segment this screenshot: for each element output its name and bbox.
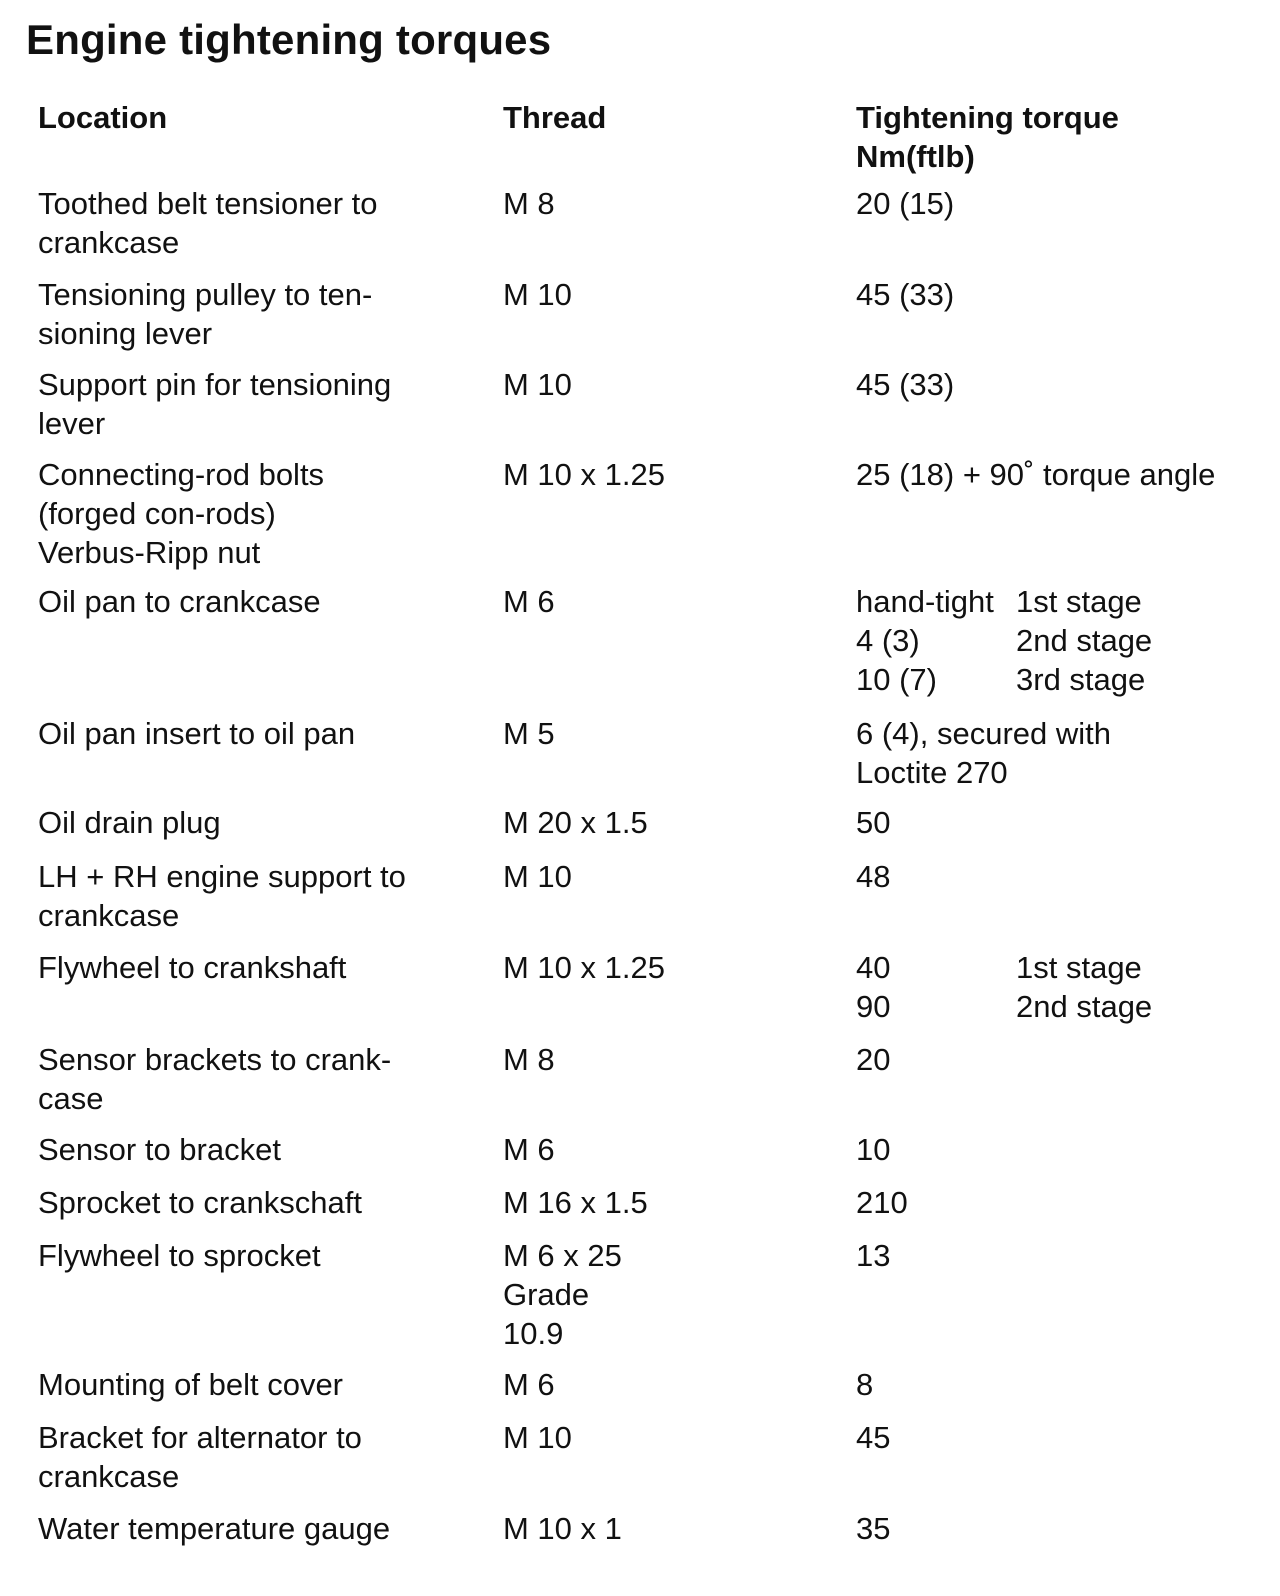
location-text: lever (38, 406, 106, 441)
location-cell (38, 857, 478, 935)
column-header-thread: Thread (503, 100, 607, 135)
torque-stage-value: hand-tight (856, 584, 994, 619)
thread-text: M 8 (503, 186, 555, 221)
torque-text: 25 (18) + 90˚ torque angle (856, 457, 1216, 492)
torque-cell (856, 714, 1276, 792)
location-cell (38, 1236, 478, 1275)
location-cell (38, 1418, 478, 1496)
thread-cell (503, 948, 843, 987)
location-cell (38, 365, 478, 443)
torque-stage-value: 4 (3) (856, 623, 920, 658)
thread-text: M 10 (503, 1420, 572, 1455)
thread-text: M 10 (503, 277, 572, 312)
thread-text: M 6 x 25 (503, 1238, 622, 1273)
location-text: Sensor brackets to crank- (38, 1042, 392, 1077)
torque-stage-label: 2nd stage (1016, 989, 1153, 1024)
location-text: Verbus-Ripp nut (38, 535, 261, 570)
column-header-torque (856, 98, 1276, 176)
column-header-location: Location (38, 100, 168, 135)
thread-text: M 10 x 1.25 (503, 457, 665, 492)
location-text: Connecting-rod bolts (38, 457, 325, 492)
thread-text: M 5 (503, 716, 555, 751)
torque-stage-label: 1st stage (1016, 950, 1142, 985)
torque-cell (856, 582, 1276, 699)
thread-text: M 16 x 1.5 (503, 1185, 648, 1220)
location-text: Tensioning pulley to ten- (38, 277, 373, 312)
torque-stage (856, 987, 1276, 1026)
thread-text: M 10 (503, 859, 572, 894)
torque-text: 45 (33) (856, 277, 955, 312)
torque-stage-value: 40 (856, 950, 891, 985)
thread-text: M 6 (503, 1367, 555, 1402)
location-text: (forged con-rods) (38, 496, 276, 531)
thread-text: 10.9 (503, 1316, 564, 1351)
torque-text: 50 (856, 805, 891, 840)
location-text: Mounting of belt cover (38, 1367, 344, 1402)
thread-cell (503, 455, 843, 494)
page-title: Engine tightening torques (26, 16, 552, 63)
torque-cell (856, 1236, 1276, 1275)
torque-stage-value: 10 (7) (856, 662, 937, 697)
location-cell (38, 275, 478, 353)
thread-text: M 6 (503, 1132, 555, 1167)
location-text: case (38, 1081, 104, 1116)
thread-cell (503, 1418, 843, 1457)
location-cell (38, 1130, 478, 1169)
thread-text: M 10 x 1 (503, 1511, 622, 1546)
location-cell (38, 184, 478, 262)
torque-text: 10 (856, 1132, 891, 1167)
torque-text: 20 (15) (856, 186, 955, 221)
thread-cell (503, 1130, 843, 1169)
torque-stage-label: 1st stage (1016, 584, 1142, 619)
column-header-torque-line2: Nm(ftlb) (856, 139, 975, 174)
thread-text: M 10 (503, 367, 572, 402)
location-text: Flywheel to crankshaft (38, 950, 347, 985)
location-cell (38, 455, 478, 572)
location-text: LH + RH engine support to (38, 859, 406, 894)
torque-cell (856, 455, 1276, 494)
location-text: Sprocket to crankschaft (38, 1185, 362, 1220)
location-text: Oil drain plug (38, 805, 221, 840)
torque-cell (856, 1040, 1276, 1079)
torque-text: 45 (856, 1420, 891, 1455)
thread-cell (503, 857, 843, 896)
torque-cell (856, 1130, 1276, 1169)
torque-text: Loctite 270 (856, 755, 1008, 790)
location-text: crankcase (38, 898, 180, 933)
torque-cell (856, 803, 1276, 842)
location-text: Bracket for alternator to (38, 1420, 362, 1455)
thread-text: Grade (503, 1277, 590, 1312)
torque-cell (856, 1183, 1276, 1222)
location-cell (38, 582, 478, 621)
location-cell (38, 1040, 478, 1118)
thread-cell (503, 184, 843, 223)
torque-text: 35 (856, 1511, 891, 1546)
torque-stage-label: 3rd stage (1016, 662, 1146, 697)
location-text: sioning lever (38, 316, 213, 351)
torque-cell (856, 184, 1276, 223)
location-text: Oil pan insert to oil pan (38, 716, 356, 751)
location-text: Oil pan to crankcase (38, 584, 321, 619)
torque-cell (856, 1418, 1276, 1457)
thread-cell (503, 582, 843, 621)
location-text: Flywheel to sprocket (38, 1238, 321, 1273)
torque-stage-value: 90 (856, 989, 891, 1024)
torque-cell (856, 1365, 1276, 1404)
thread-cell (503, 1236, 843, 1353)
location-text: crankcase (38, 225, 180, 260)
location-cell (38, 714, 478, 753)
location-cell (38, 948, 478, 987)
torque-cell (856, 857, 1276, 896)
thread-cell (503, 275, 843, 314)
torque-cell (856, 275, 1276, 314)
location-text: Sensor to bracket (38, 1132, 281, 1167)
thread-text: M 6 (503, 584, 555, 619)
torque-stage (856, 660, 1276, 699)
location-cell (38, 1183, 478, 1222)
thread-cell (503, 714, 843, 753)
thread-text: M 10 x 1.25 (503, 950, 665, 985)
location-text: Toothed belt tensioner to (38, 186, 378, 221)
location-cell (38, 1509, 478, 1548)
thread-cell (503, 365, 843, 404)
thread-cell (503, 803, 843, 842)
location-cell (38, 1365, 478, 1404)
torque-text: 6 (4), secured with (856, 716, 1111, 751)
torque-text: 45 (33) (856, 367, 955, 402)
torque-text: 48 (856, 859, 891, 894)
torque-text: 20 (856, 1042, 891, 1077)
torque-stage (856, 948, 1276, 987)
location-text: Support pin for tensioning (38, 367, 392, 402)
location-cell (38, 803, 478, 842)
location-text: crankcase (38, 1459, 180, 1494)
thread-text: M 8 (503, 1042, 555, 1077)
thread-cell (503, 1183, 843, 1222)
torque-cell (856, 1509, 1276, 1548)
torque-stage (856, 621, 1276, 660)
torque-text: 210 (856, 1185, 908, 1220)
thread-cell (503, 1040, 843, 1079)
torque-text: 13 (856, 1238, 891, 1273)
thread-cell (503, 1365, 843, 1404)
torque-text: 8 (856, 1367, 874, 1402)
thread-text: M 20 x 1.5 (503, 805, 648, 840)
location-text: Water temperature gauge (38, 1511, 391, 1546)
torque-cell (856, 365, 1276, 404)
column-header-torque-line1: Tightening torque (856, 100, 1119, 135)
thread-cell (503, 1509, 843, 1548)
torque-stage (856, 582, 1276, 621)
torque-cell (856, 948, 1276, 1026)
torque-stage-label: 2nd stage (1016, 623, 1153, 658)
